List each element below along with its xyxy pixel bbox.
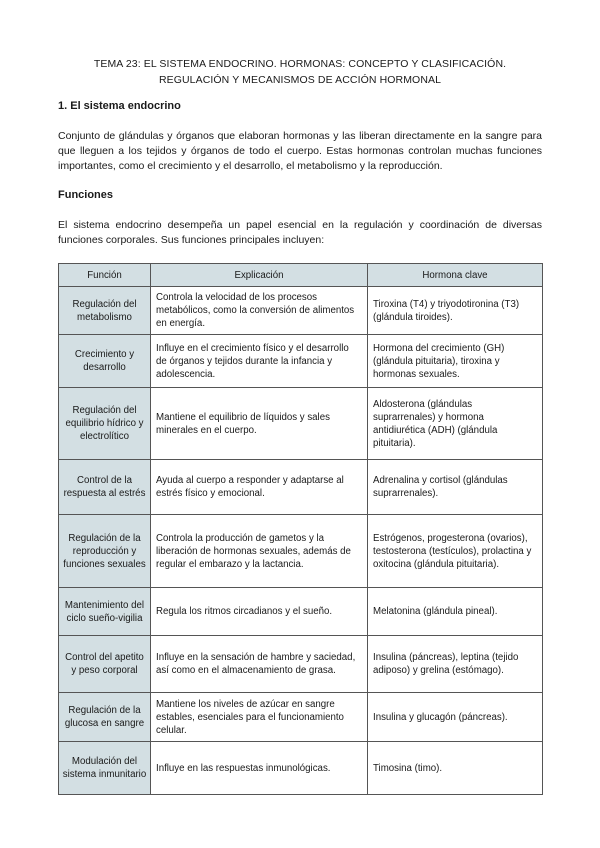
page-title — [60, 56, 540, 88]
table-row — [59, 588, 543, 636]
cell-function: Regulación de la reproducción y funciones sexuales — [59, 515, 151, 588]
table-row — [59, 388, 543, 460]
cell-explanation: Influye en el crecimiento físico y el desarrollo de órganos y tejidos durante la infancia y adolescencia. — [151, 335, 368, 388]
cell-hormone: Melatonina (glándula pineal). — [368, 588, 543, 636]
section-heading-functions: Funciones — [58, 189, 114, 201]
table-header-row — [59, 264, 543, 287]
table-row — [59, 636, 543, 693]
header-function: Función — [59, 264, 151, 287]
table-row — [59, 515, 543, 588]
title-line-2: REGULACIÓN Y MECANISMOS DE ACCIÓN HORMONAL — [158, 74, 442, 86]
table-row — [59, 460, 543, 515]
functions-table — [58, 263, 543, 795]
cell-explanation: Mantiene los niveles de azúcar en sangre estables, esenciales para el funcionamiento celular. — [151, 693, 368, 742]
cell-explanation: Controla la velocidad de los procesos metabólicos, como la conversión de alimentos en energía. — [151, 287, 368, 335]
section-heading-endocrine: 1. El sistema endocrino — [58, 100, 181, 112]
cell-function: Crecimiento y desarrollo — [59, 335, 151, 388]
header-explanation: Explicación — [151, 264, 368, 287]
cell-explanation: Ayuda al cuerpo a responder y adaptarse al estrés físico y emocional. — [151, 460, 368, 515]
cell-function: Control del apetito y peso corporal — [59, 636, 151, 693]
table-row — [59, 693, 543, 742]
cell-explanation: Regula los ritmos circadianos y el sueño. — [151, 588, 368, 636]
cell-hormone: Insulina (páncreas), leptina (tejido adiposo) y grelina (estómago). — [368, 636, 543, 693]
cell-hormone: Insulina y glucagón (páncreas). — [368, 693, 543, 742]
cell-function: Control de la respuesta al estrés — [59, 460, 151, 515]
cell-function: Regulación del equilibrio hídrico y electrolítico — [59, 388, 151, 460]
title-line-1: TEMA 23: EL SISTEMA ENDOCRINO. HORMONAS: CONCEPTO Y CLASIFICACIÓN. — [93, 58, 507, 70]
cell-explanation: Mantiene el equilibrio de líquidos y sales minerales en el cuerpo. — [151, 388, 368, 460]
cell-function: Modulación del sistema inmunitario — [59, 742, 151, 795]
cell-explanation: Influye en la sensación de hambre y saciedad, así como en el almacenamiento de grasa. — [151, 636, 368, 693]
cell-hormone: Estrógenos, progesterona (ovarios), testosterona (testículos), prolactina y oxitocina (glándula pituitaria). — [368, 515, 543, 588]
cell-hormone: Tiroxina (T4) y triyodotironina (T3) (glándula tiroides). — [368, 287, 543, 335]
cell-function: Regulación del metabolismo — [59, 287, 151, 335]
table-row — [59, 742, 543, 795]
section-paragraph-endocrine: Conjunto de glándulas y órganos que elaboran hormonas y las liberan directamente en la sangre para que lleguen a los tejidos y órganos de todo el cuerpo. Estas hormonas controlan muchas funciones importantes, como el crecimiento y el desarrollo, el metabolismo y la reproducción. — [58, 130, 542, 172]
table-row — [59, 335, 543, 388]
cell-function: Mantenimiento del ciclo sueño-vigilia — [59, 588, 151, 636]
cell-hormone: Hormona del crecimiento (GH) (glándula pituitaria), tiroxina y hormonas sexuales. — [368, 335, 543, 388]
section-paragraph-functions: El sistema endocrino desempeña un papel esencial en la regulación y coordinación de diversas funciones corporales. Sus funciones principales incluyen: — [58, 219, 542, 246]
cell-explanation: Influye en las respuestas inmunológicas. — [151, 742, 368, 795]
header-key-hormone: Hormona clave — [368, 264, 543, 287]
cell-hormone: Timosina (timo). — [368, 742, 543, 795]
table-row — [59, 287, 543, 335]
cell-function: Regulación de la glucosa en sangre — [59, 693, 151, 742]
cell-explanation: Controla la producción de gametos y la liberación de hormonas sexuales, además de regular el embarazo y la lactancia. — [151, 515, 368, 588]
cell-hormone: Adrenalina y cortisol (glándulas suprarrenales). — [368, 460, 543, 515]
cell-hormone: Aldosterona (glándulas suprarrenales) y hormona antidiurética (ADH) (glándula pituitaria). — [368, 388, 543, 460]
